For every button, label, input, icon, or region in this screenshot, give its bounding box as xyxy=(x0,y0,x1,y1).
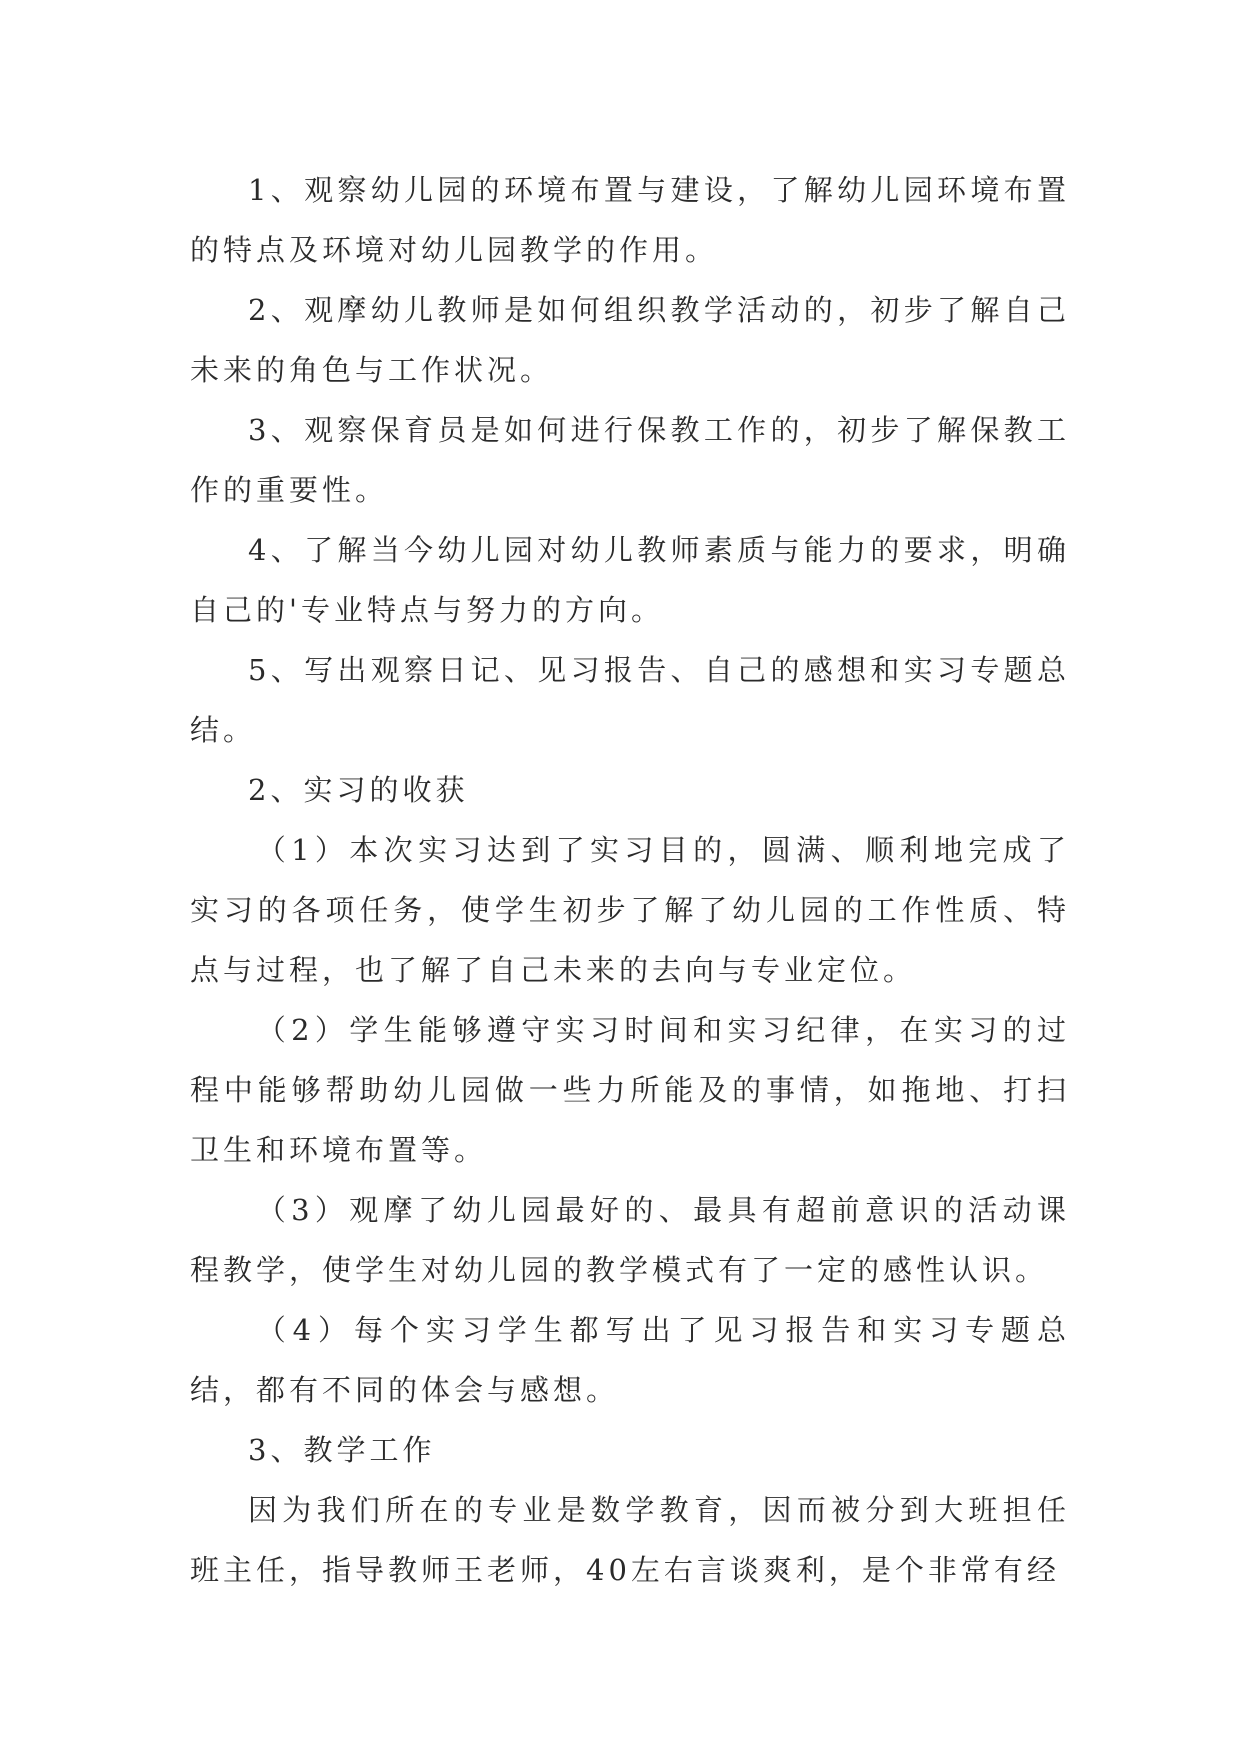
section-heading-teaching: 3、教学工作 xyxy=(248,1433,436,1467)
paragraph-understand-requirements: 4、了解当今幼儿园对幼儿教师素质与能力的要求，明确自己的'专业特点与努力的方向。 xyxy=(190,533,1070,627)
paragraph-observe-caregivers: 3、观察保育员是如何进行保教工作的，初步了解保教工作的重要性。 xyxy=(190,413,1070,507)
gains-item-2: （2）学生能够遵守实习时间和实习纪律，在实习的过程中能够帮助幼儿园做一些力所能及的事情，如拖地、打扫卫生和环境布置等。 xyxy=(190,1013,1070,1167)
paragraph-write-reports: 5、写出观察日记、见习报告、自己的感想和实习专题总结。 xyxy=(190,653,1070,747)
gains-item-4: （4）每个实习学生都写出了见习报告和实习专题总结，都有不同的体会与感想。 xyxy=(190,1313,1070,1407)
gains-item-1: （1）本次实习达到了实习目的，圆满、顺利地完成了实习的各项任务，使学生初步了解了幼儿园的工作性质、特点与过程，也了解了自己未来的去向与专业定位。 xyxy=(190,833,1070,987)
paragraph-observe-environment: 1、观察幼儿园的环境布置与建设，了解幼儿园环境布置的特点及环境对幼儿园教学的作用。 xyxy=(190,173,1070,267)
document-body xyxy=(190,160,1070,1600)
paragraph-observe-teachers: 2、观摩幼儿教师是如何组织教学活动的，初步了解自己未来的角色与工作状况。 xyxy=(190,293,1070,387)
paragraph-teaching-work: 因为我们所在的专业是数学教育，因而被分到大班担任班主任，指导教师王老师，40左右言谈爽利，是个非常有经 xyxy=(190,1493,1070,1587)
gains-item-3: （3）观摩了幼儿园最好的、最具有超前意识的活动课程教学，使学生对幼儿园的教学模式有了一定的感性认识。 xyxy=(190,1193,1070,1287)
section-heading-gains: 2、实习的收获 xyxy=(248,773,469,807)
